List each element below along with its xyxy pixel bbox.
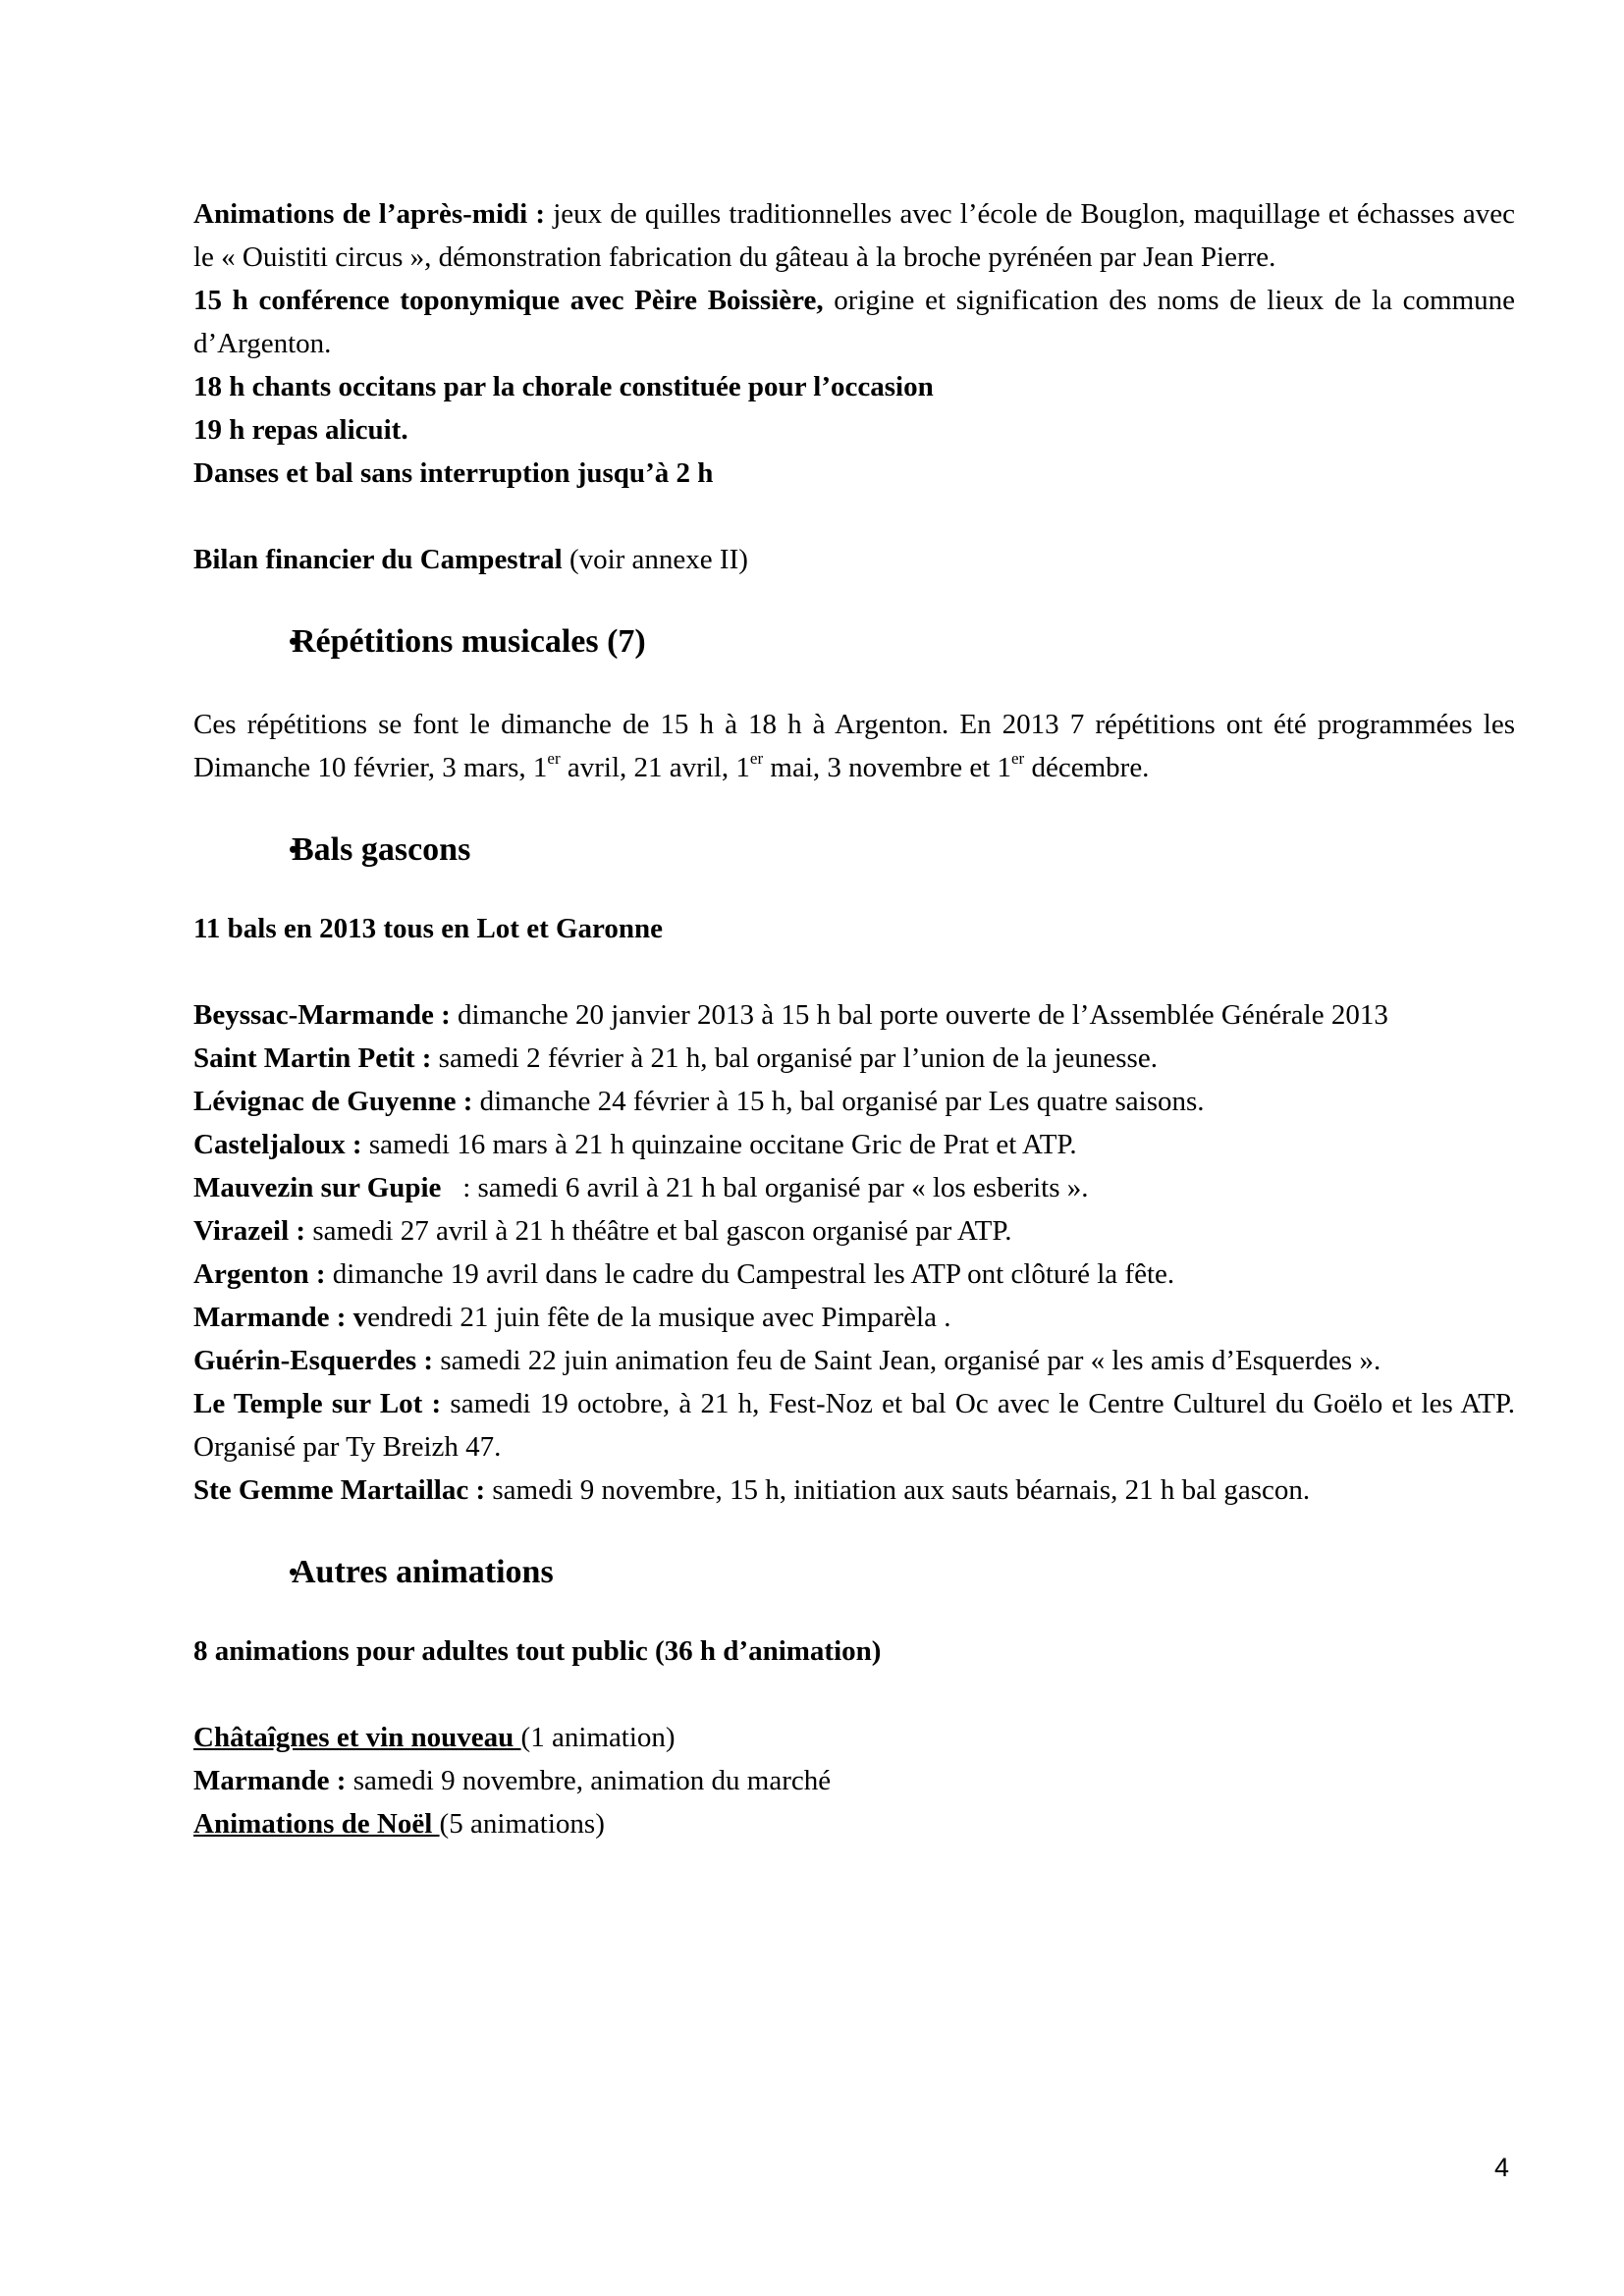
bal-place: Marmande : v xyxy=(193,1302,368,1333)
autres-subheading xyxy=(193,1629,1515,1673)
bal-place: Casteljaloux : xyxy=(193,1129,362,1160)
bal-place: Argenton : xyxy=(193,1258,326,1290)
list-item xyxy=(193,1382,1515,1468)
list-item xyxy=(193,1037,1515,1080)
bal-place: Le Temple sur Lot : xyxy=(193,1388,442,1419)
bilan-text: (voir annexe II) xyxy=(562,544,748,575)
noel-text: (5 animations) xyxy=(439,1808,605,1840)
repas-line xyxy=(193,408,1515,452)
bal-place: Virazeil : xyxy=(193,1215,306,1247)
list-item xyxy=(193,1209,1515,1253)
bal-place: Lévignac de Guyenne : xyxy=(193,1086,473,1117)
chataignes-label: Châtaîgnes et vin nouveau xyxy=(193,1722,521,1753)
repetitions-heading-text: Répétitions musicales (7) xyxy=(292,623,646,660)
repetitions-heading xyxy=(193,618,1515,666)
bal-place: Ste Gemme Martaillac : xyxy=(193,1474,486,1506)
repas-text: 19 h repas alicuit. xyxy=(193,414,408,446)
list-item xyxy=(193,1166,1515,1209)
bal-details: samedi 2 février à 21 h, bal organisé par l’union de la jeunesse. xyxy=(431,1042,1158,1074)
page-content xyxy=(193,192,1515,1845)
bal-place: Guérin-Esquerdes : xyxy=(193,1345,434,1376)
repetitions-text-3: mai, 3 novembre et 1 xyxy=(763,752,1012,783)
chataignes-line xyxy=(193,1716,1515,1759)
repetitions-sup-2: er xyxy=(749,749,764,769)
page-number: 4 xyxy=(1494,2153,1510,2182)
list-item xyxy=(193,1123,1515,1166)
list-item xyxy=(193,993,1515,1037)
bal-place: Beyssac-Marmande : xyxy=(193,999,451,1031)
list-item xyxy=(193,1253,1515,1296)
list-item xyxy=(193,1468,1515,1512)
chants-line xyxy=(193,365,1515,408)
marmande-line xyxy=(193,1759,1515,1802)
afternoon-text: jeux de quilles traditionnelles avec l’école de Bouglon, maquillage et échasses avec le « Ouistiti circus », démonstration fabrication du gâteau à la broche pyrénéen par Jean Pierre. xyxy=(193,198,1515,273)
bullet-icon xyxy=(193,827,292,874)
bal-details: samedi 22 juin animation feu de Saint Jean, organisé par « les amis d’Esquerdes ». xyxy=(433,1345,1381,1376)
marmande-text: samedi 9 novembre, animation du marché xyxy=(346,1765,832,1796)
list-item xyxy=(193,1296,1515,1339)
danses-line xyxy=(193,452,1515,495)
bilan-line xyxy=(193,538,1515,581)
autres-heading-text: Autres animations xyxy=(292,1554,554,1590)
bal-details: dimanche 20 janvier 2013 à 15 h bal porte ouverte de l’Assemblée Générale 2013 xyxy=(450,999,1388,1031)
bal-details: dimanche 19 avril dans le cadre du Campestral les ATP ont clôturé la fête. xyxy=(325,1258,1175,1290)
conference-paragraph xyxy=(193,279,1515,365)
list-item xyxy=(193,1339,1515,1382)
noel-line xyxy=(193,1802,1515,1845)
conference-text: origine et signification des noms de lieux de la commune d’Argenton. xyxy=(193,285,1515,359)
marmande-label: Marmande : xyxy=(193,1765,347,1796)
repetitions-sup-1: er xyxy=(547,749,561,769)
bals-heading-text: Bals gascons xyxy=(292,831,471,868)
conference-label: 15 h conférence toponymique avec Pèire Boissière, xyxy=(193,285,824,316)
bal-details: : samedi 6 avril à 21 h bal organisé par « los esberits ». xyxy=(441,1172,1089,1203)
list-item xyxy=(193,1080,1515,1123)
afternoon-label: Animations de l’après-midi : xyxy=(193,198,546,230)
bal-place: Saint Martin Petit : xyxy=(193,1042,432,1074)
afternoon-paragraph xyxy=(193,192,1515,279)
danses-text: Danses et bal sans interruption jusqu’à 2 h xyxy=(193,457,714,489)
bal-details: samedi 16 mars à 21 h quinzaine occitane Gric de Prat et ATP. xyxy=(361,1129,1077,1160)
bals-subheading xyxy=(193,907,1515,950)
bal-details: samedi 27 avril à 21 h théâtre et bal gascon organisé par ATP. xyxy=(305,1215,1012,1247)
bilan-label: Bilan financier du Campestral xyxy=(193,544,563,575)
autres-subheading-text: 8 animations pour adultes tout public (36 h d’animation) xyxy=(193,1635,882,1667)
bal-details: samedi 9 novembre, 15 h, initiation aux sauts béarnais, 21 h bal gascon. xyxy=(485,1474,1311,1506)
bal-place: Mauvezin sur Gupie xyxy=(193,1172,442,1203)
chants-text: 18 h chants occitans par la chorale constituée pour l’occasion xyxy=(193,371,934,402)
bullet-icon xyxy=(193,1549,292,1596)
repetitions-text-2: avril, 21 avril, 1 xyxy=(560,752,750,783)
repetitions-sup-3: er xyxy=(1011,749,1025,769)
repetitions-paragraph xyxy=(193,703,1515,789)
bals-heading xyxy=(193,827,1515,874)
bals-subheading-text: 11 bals en 2013 tous en Lot et Garonne xyxy=(193,913,664,944)
bal-details: endredi 21 juin fête de la musique avec Pimparèla . xyxy=(367,1302,951,1333)
repetitions-text-4: décembre. xyxy=(1024,752,1150,783)
autres-heading xyxy=(193,1549,1515,1596)
bal-details: dimanche 24 février à 15 h, bal organisé par Les quatre saisons. xyxy=(472,1086,1205,1117)
bal-details: samedi 19 octobre, à 21 h, Fest-Noz et bal Oc avec le Centre Culturel du Goëlo et les ATP. Organisé par Ty Breizh 47. xyxy=(193,1388,1515,1463)
bullet-icon xyxy=(193,618,292,666)
repetitions-text-1: Ces répétitions se font le dimanche de 15 h à 18 h à Argenton. En 2013 7 répétitions ont été programmées les Dimanche 10 février, 3 mars, 1 xyxy=(193,709,1515,783)
noel-label: Animations de Noël xyxy=(193,1808,440,1840)
bals-list xyxy=(193,993,1515,1512)
chataignes-text: (1 animation) xyxy=(520,1722,676,1753)
